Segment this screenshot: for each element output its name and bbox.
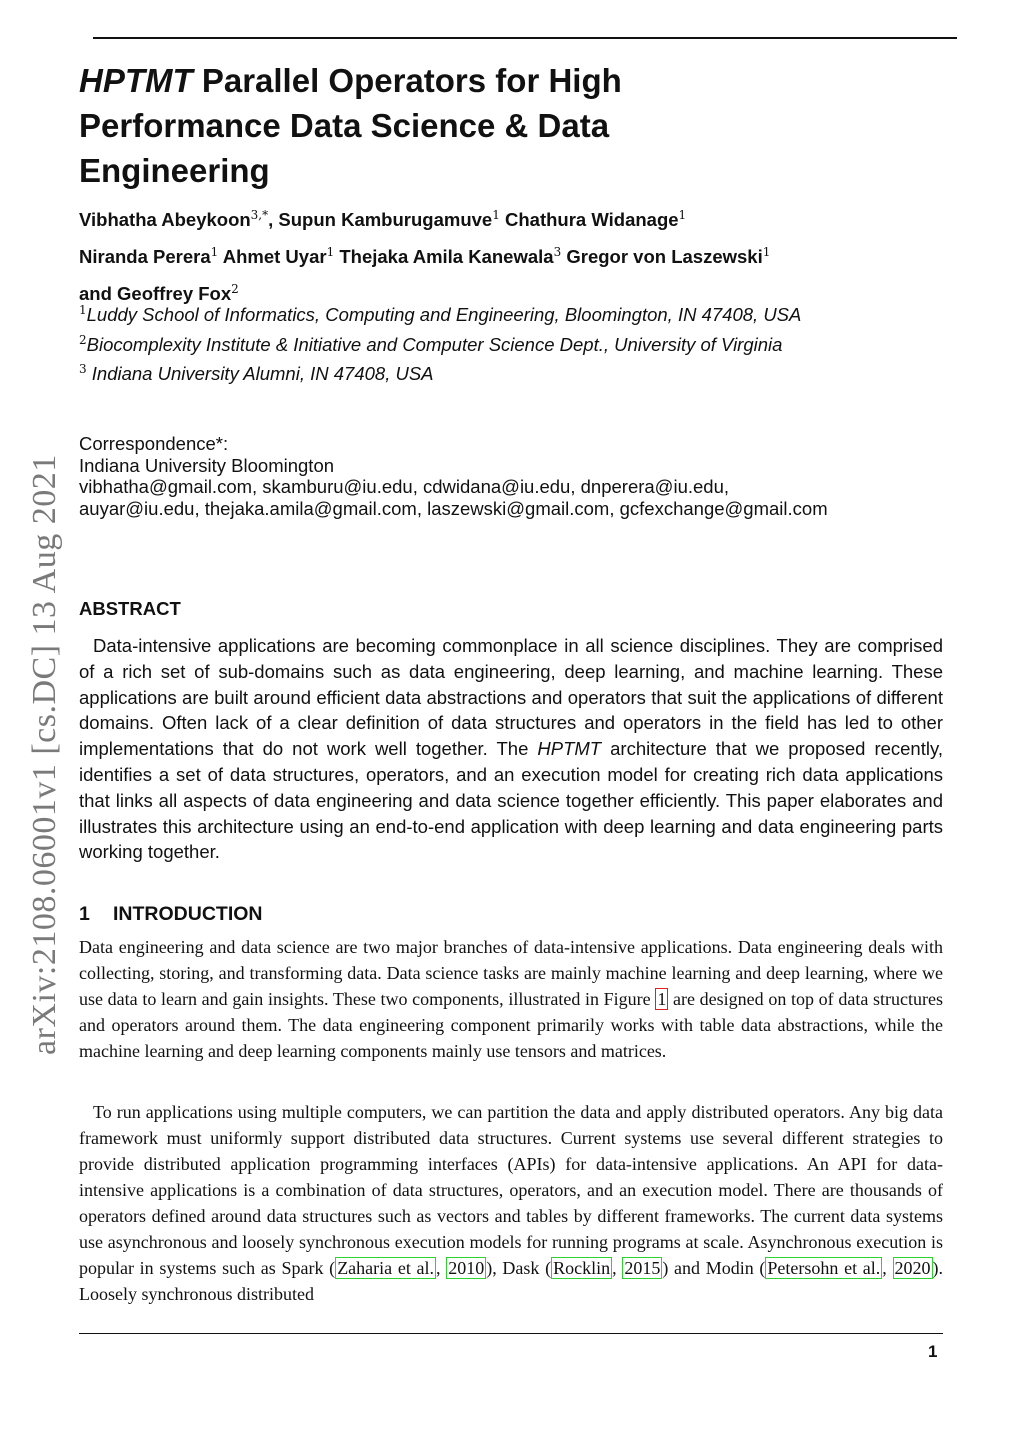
section-number: 1 bbox=[79, 903, 90, 925]
title-rest: Parallel Operators for High Performance Data Science & Data Engineering bbox=[79, 62, 622, 189]
citation-link[interactable]: 2010 bbox=[448, 1258, 485, 1278]
citation-link[interactable]: Zaharia et al. bbox=[337, 1258, 435, 1278]
author: Ahmet Uyar bbox=[222, 246, 327, 268]
author: Supun Kamburugamuve bbox=[278, 209, 493, 231]
author-sup: 1 bbox=[492, 208, 500, 222]
author: Gregor von Laszewski bbox=[566, 246, 763, 268]
correspondence-emails: vibhatha@gmail.com, skamburu@iu.edu, cdwidana@iu.edu, dnperera@iu.edu, auyar@iu.edu, thejaka.amila@gmail.com, laszewski@gmail.com, gcfexchange@gmail.com bbox=[79, 476, 828, 519]
citation-link[interactable]: 2020 bbox=[894, 1258, 931, 1278]
author-sup: 1 bbox=[678, 208, 687, 222]
author-sup: 3,* bbox=[250, 208, 269, 222]
affiliation-1: $^1$Luddy School of Informatics, Computing and Engineering, Bloomington, IN 47408, USA bbox=[79, 303, 802, 326]
citation-link[interactable]: Rocklin bbox=[553, 1258, 611, 1278]
abstract-heading: ABSTRACT bbox=[79, 598, 181, 619]
paper-title bbox=[79, 58, 699, 193]
author: Chathura Widanage bbox=[505, 209, 679, 231]
author: Geoffrey Fox bbox=[117, 283, 232, 305]
author-sup: 1 bbox=[210, 245, 219, 260]
correspondence bbox=[79, 433, 839, 519]
author-sup: 1 bbox=[326, 245, 335, 260]
author-list: Vibhatha Abeykoon$^{3,*}$, Supun Kamburugamuve$^1$ Chathura Widanage$^1$ Niranda Perera$^1$ Ahmet Uyar$^1$ Thejaka Amila Kanewala$^3$ Gregor von Laszewski$^1$ and Geoffrey Fox$^2$ bbox=[79, 208, 771, 305]
arxiv-stamp: arXiv:2108.06001v1 [cs.DC] 13 Aug 2021 bbox=[26, 454, 63, 1055]
citation-link[interactable]: Petersohn et al. bbox=[767, 1258, 881, 1278]
affiliation-3: $^3$ Indiana University Alumni, IN 47408, USA bbox=[79, 362, 434, 385]
correspondence-label: Correspondence*: bbox=[79, 433, 229, 454]
intro-paragraph-1: Data engineering and data science are two major branches of data-intensive applications. Data engineering deals with collecting, storing, and transforming data. Data science tasks are mainly machine learning and deep learning, where we use data to learn and gain insights. These two components, illustrated in Figure 1 are designed on top of data structures and operators around them. The data engineering component primarily works with table data abstractions, while the machine learning and deep learning components mainly use tensors and matrices. bbox=[79, 937, 943, 1061]
affiliations bbox=[79, 298, 859, 387]
citation-link[interactable]: 2015 bbox=[624, 1258, 661, 1278]
author-sup: 3 bbox=[553, 245, 562, 260]
section-heading bbox=[79, 903, 263, 926]
figure-link[interactable]: 1 bbox=[657, 989, 667, 1009]
abstract-text: Data-intensive applications are becoming commonplace in all science disciplines. They are comprised of a rich set of sub-domains such as data engineering, deep learning, and machine learning. These applications are built around efficient data abstractions and operators that suit the applications of different domains. Often lack of a clear definition of data structures and operators in the field has led to other implementations that do not work well together. The HPTMT architecture that we proposed recently, identifies a set of data structures, operators, and an execution model for creating rich data applications that links all aspects of data engineering and data science together efficiently. This paper elaborates and illustrates this architecture using an end-to-end application with deep learning and data engineering parts working together. bbox=[79, 635, 943, 863]
top-rule bbox=[93, 37, 957, 39]
author-sup: 2 bbox=[231, 282, 239, 297]
author-sup: 1 bbox=[762, 245, 771, 260]
author: Thejaka Amila Kanewala bbox=[339, 246, 554, 268]
title-italic: HPTMT bbox=[79, 62, 193, 99]
intro-paragraph-2: To run applications using multiple computers, we can partition the data and apply distributed operators. Any big data framework must uniformly support distributed data structures. Current systems use several different strategies to provide distributed application programming interfaces (APIs) for data-intensive applications. An API for data-intensive applications is a combination of data structures, operators, and an execution model. There are thousands of operators defined around data structures such as vectors and tables by different frameworks. The current data systems use asynchronous and loosely synchronous execution models for running programs at scale. Asynchronous execution is popular in systems such as Spark ( Zaharia et al. , 2010 ), Dask ( Rocklin , 2015 ) and Modin ( Petersohn et al. , 2020 ). Loosely synchronous distributed bbox=[79, 1102, 943, 1304]
bottom-rule bbox=[79, 1333, 943, 1334]
correspondence-institution: Indiana University Bloomington bbox=[79, 454, 335, 476]
author: Niranda Perera bbox=[79, 246, 211, 268]
affiliation-2: $^2$Biocomplexity Institute & Initiative and Computer Science Dept., University of Virginia bbox=[79, 332, 783, 355]
page-number: 1 bbox=[928, 1342, 938, 1361]
section-title: INTRODUCTION bbox=[113, 903, 263, 925]
author: Vibhatha Abeykoon bbox=[79, 209, 251, 231]
